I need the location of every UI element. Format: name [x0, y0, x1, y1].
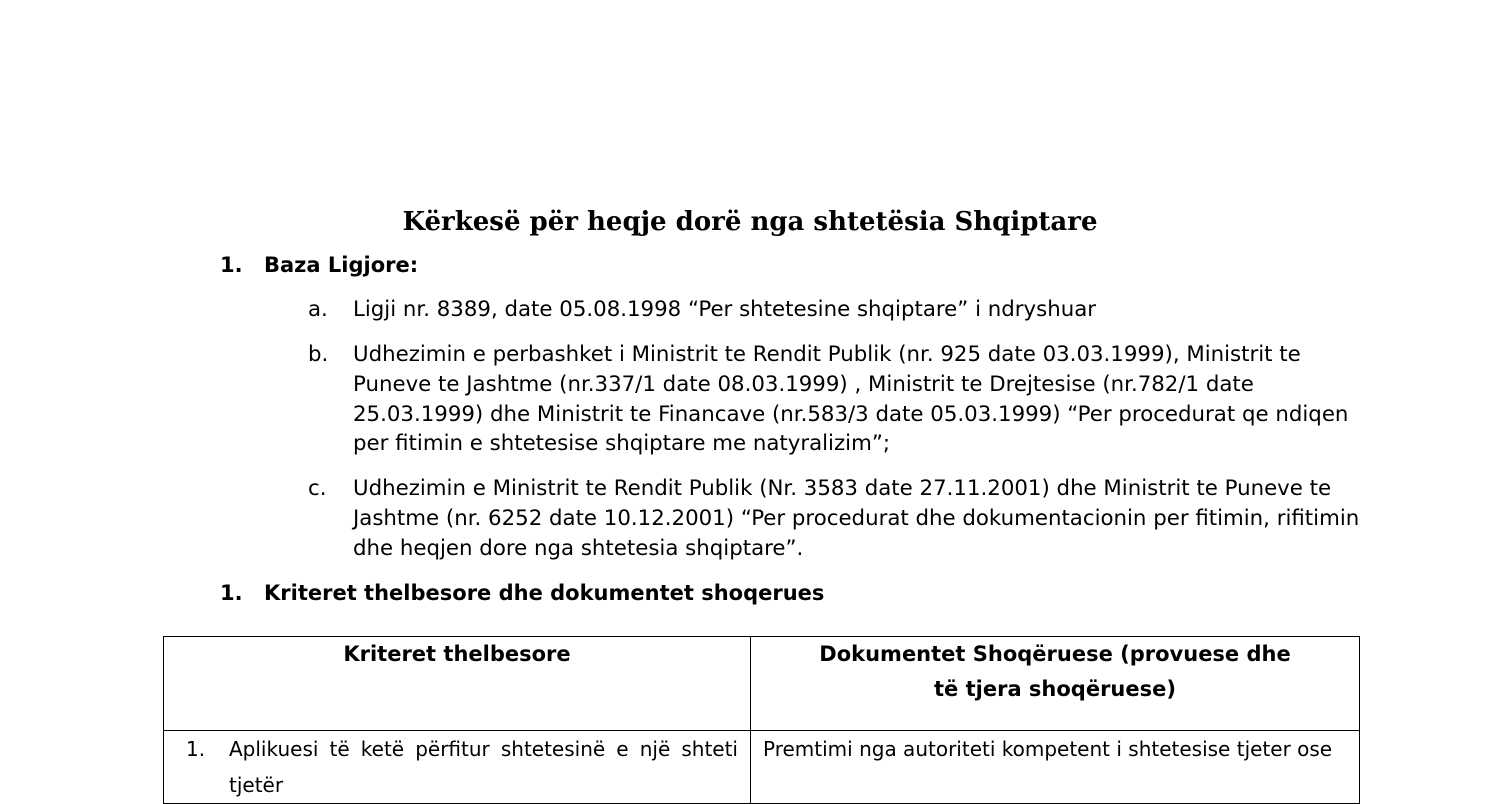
column-header-label: Dokumentet Shoqëruese (provuese dhe të tjera shoqëruese): [819, 642, 1291, 701]
list-item-text: Udhezimin e perbashket i Ministrit te Rendit Publik (nr. 925 date 03.03.1999), Ministrit te Puneve te Jashtme (nr.337/1 date 08.03.1999) , Ministrit te Drejtesise (nr.782/1 date 25.03.1999) dhe Ministrit te Financave (nr.583/3 date 05.03.1999) “Per procedurat qe ndiqen per fitimin e shtetesise shqiptare me natyralizim”;: [353, 342, 1349, 457]
section-heading-legal-basis: [220, 250, 418, 280]
document-text: Premtimi nga autoriteti kompetent i shtetesise tjeter ose: [763, 737, 1333, 761]
criterion-text: Aplikuesi të ketë përfitur shtetesinë e një shteti tjetër: [229, 737, 738, 797]
section-number: 1.: [220, 581, 243, 605]
column-header-criteria: [164, 637, 751, 731]
column-header-label: Kriteret thelbesore: [343, 642, 571, 666]
list-item: [308, 474, 1373, 563]
list-item-text: Ligji nr. 8389, date 05.08.1998 “Per shtetesine shqiptare” i ndryshuar: [353, 297, 1097, 322]
section-heading-criteria: [220, 578, 824, 608]
list-item: [308, 295, 1373, 325]
section-number: 1.: [220, 253, 243, 277]
page-title: Kërkesë për heqje dorë nga shtetësia Shqiptare: [402, 207, 1098, 237]
list-item: [308, 340, 1373, 459]
row-number: 1.: [186, 737, 206, 761]
table-row: [164, 731, 1360, 804]
list-item-letter: c.: [308, 476, 327, 501]
document-cell: [751, 731, 1360, 804]
criteria-table: [163, 636, 1360, 804]
table-header-row: [164, 637, 1360, 731]
column-header-documents: [751, 637, 1360, 731]
list-item-letter: b.: [308, 342, 329, 367]
list-item-letter: a.: [308, 297, 328, 322]
criterion-cell: [164, 731, 751, 804]
section-title: Baza Ligjore:: [264, 253, 419, 277]
section-title: Kriteret thelbesore dhe dokumentet shoqerues: [264, 581, 825, 605]
list-item-text: Udhezimin e Ministrit te Rendit Publik (Nr. 3583 date 27.11.2001) dhe Ministrit te Puneve te Jashtme (nr. 6252 date 10.12.2001) “Per procedurat dhe dokumentacionin per fitimin, rifitimin dhe heqjen dore nga shtetesia shqiptare”.: [353, 476, 1360, 561]
